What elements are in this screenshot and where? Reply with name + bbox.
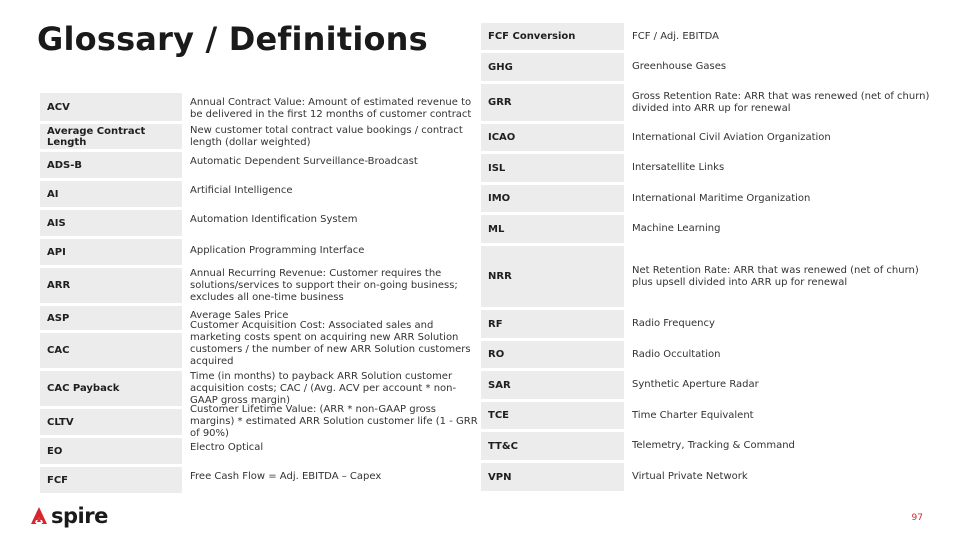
glossary-term: ICAO xyxy=(481,124,624,151)
glossary-row xyxy=(481,463,934,494)
glossary-definition: Gross Retention Rate: ARR that was renewed (net of churn) divided into ARR up for renewal xyxy=(632,90,930,114)
glossary-definition: Intersatellite Links xyxy=(632,162,725,173)
glossary-table-left xyxy=(40,93,482,496)
glossary-row xyxy=(40,438,482,467)
glossary-row xyxy=(40,404,482,439)
glossary-definition: Machine Learning xyxy=(632,223,721,234)
glossary-row xyxy=(40,181,482,210)
glossary-row xyxy=(40,268,482,306)
glossary-definition: Average Sales Price xyxy=(190,310,289,321)
glossary-table-right xyxy=(481,23,934,494)
glossary-row xyxy=(40,239,482,268)
glossary-row xyxy=(481,124,934,154)
glossary-term: TT&C xyxy=(481,432,624,460)
glossary-row xyxy=(481,53,934,84)
glossary-term: AI xyxy=(40,181,182,207)
glossary-definition: International Maritime Organization xyxy=(632,192,811,204)
glossary-term: SAR xyxy=(481,371,624,399)
glossary-row xyxy=(40,124,482,152)
glossary-term: ML xyxy=(481,215,624,243)
glossary-row xyxy=(481,215,934,246)
glossary-row xyxy=(481,154,934,185)
glossary-term: ARR xyxy=(40,268,182,303)
glossary-row xyxy=(40,210,482,239)
glossary-term: ISL xyxy=(481,154,624,182)
glossary-row xyxy=(481,341,934,371)
glossary-term: ACV xyxy=(40,93,182,121)
glossary-term: IMO xyxy=(481,185,624,212)
glossary-definition: FCF / Adj. EBITDA xyxy=(632,30,719,42)
glossary-term: VPN xyxy=(481,463,624,491)
glossary-definition: Radio Frequency xyxy=(632,318,715,329)
glossary-definition: Customer Acquisition Cost: Associated sales and marketing costs spent on acquiring new ARR Solution customers / the number of new ARR Solution customers acquired xyxy=(190,320,471,367)
glossary-definition: Customer Lifetime Value: (ARR * non-GAAP gross margins) * estimated ARR Solution customer life (1 - GRR of 90%) xyxy=(190,404,478,439)
glossary-definition: Greenhouse Gases xyxy=(632,61,727,72)
page-title: Glossary / Definitions xyxy=(37,20,428,58)
glossary-definition: Radio Occultation xyxy=(632,348,721,360)
glossary-term: GHG xyxy=(481,53,624,81)
glossary-term: CAC xyxy=(40,333,182,368)
spire-triangle-logo-icon xyxy=(30,506,48,526)
glossary-definition: Time Charter Equivalent xyxy=(632,409,754,421)
glossary-row xyxy=(481,185,934,215)
glossary-row xyxy=(481,23,934,53)
glossary-row xyxy=(481,432,934,463)
glossary-definition: Net Retention Rate: ARR that was renewed (net of churn) plus upsell divided into ARR up for renewal xyxy=(632,264,919,288)
glossary-term: RO xyxy=(481,341,624,368)
glossary-definition: Automatic Dependent Surveillance-Broadcast xyxy=(190,156,418,167)
glossary-definition: Application Programming Interface xyxy=(190,245,365,256)
glossary-term: ASP xyxy=(40,306,182,330)
glossary-row xyxy=(481,402,934,432)
glossary-definition: Virtual Private Network xyxy=(632,471,748,482)
glossary-term: GRR xyxy=(481,84,624,121)
glossary-term: CAC Payback xyxy=(40,371,182,406)
glossary-definition: New customer total contract value bookings / contract length (dollar weighted) xyxy=(190,124,463,148)
glossary-term: EO xyxy=(40,438,182,464)
glossary-row xyxy=(40,467,482,496)
glossary-term: ADS-B xyxy=(40,152,182,178)
glossary-row xyxy=(40,320,482,371)
glossary-definition: Annual Contract Value: Amount of estimated revenue to be delivered in the first 12 months of customer contract xyxy=(190,97,472,120)
glossary-definition: Synthetic Aperture Radar xyxy=(632,379,759,390)
glossary-definition: Free Cash Flow = Adj. EBITDA – Capex xyxy=(190,471,382,482)
page-number: 97 xyxy=(911,513,923,523)
glossary-term: API xyxy=(40,239,182,265)
glossary-definition: Time (in months) to payback ARR Solution customer acquisition costs; CAC / (Avg. ACV per account * non-GAAP gross margin) xyxy=(190,370,457,406)
glossary-term: CLTV xyxy=(40,409,182,435)
glossary-term: AIS xyxy=(40,210,182,236)
glossary-definition: International Civil Aviation Organization xyxy=(632,131,831,143)
glossary-row xyxy=(481,310,934,341)
glossary-definition: Annual Recurring Revenue: Customer requires the solutions/services to support their on-going business; excludes all one-time business xyxy=(190,267,458,303)
glossary-definition: Artificial Intelligence xyxy=(190,185,293,196)
glossary-row xyxy=(40,93,482,124)
glossary-row xyxy=(481,371,934,402)
glossary-row xyxy=(481,84,934,124)
glossary-definition: Electro Optical xyxy=(190,442,264,453)
spire-logo xyxy=(30,506,108,526)
glossary-term: Average Contract Length xyxy=(40,124,182,149)
glossary-term: NRR xyxy=(481,246,624,307)
glossary-term: RF xyxy=(481,310,624,338)
glossary-definition: Telemetry, Tracking & Command xyxy=(632,440,795,451)
glossary-term: TCE xyxy=(481,402,624,429)
glossary-definition: Automation Identification System xyxy=(190,214,358,225)
glossary-row xyxy=(40,152,482,181)
glossary-row xyxy=(481,246,934,310)
glossary-term: FCF Conversion xyxy=(481,23,624,50)
logo-wordmark: spire xyxy=(51,504,108,528)
glossary-term: FCF xyxy=(40,467,182,493)
